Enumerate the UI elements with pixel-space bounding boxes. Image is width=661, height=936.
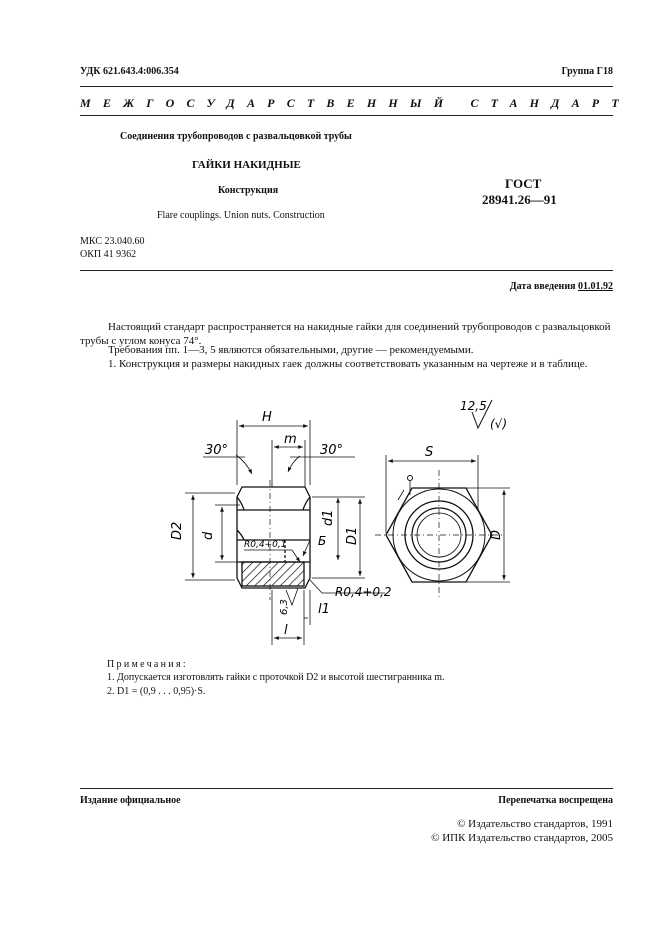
doc-subtitle: Конструкция: [218, 185, 279, 196]
label-m: m: [284, 432, 297, 447]
nut-drawing: [0, 380, 661, 660]
group-code: Группа Г18: [561, 66, 613, 77]
intro-date-value: 01.01.92: [578, 281, 613, 292]
label-D: D: [489, 529, 504, 540]
label-l1: l1: [318, 602, 330, 617]
paragraph-3: 1. Конструкция и размеры накидных гаек должны соответствовать указанным на чертеже и в таблице.: [108, 358, 588, 370]
label-roughness-paren: (√): [490, 417, 508, 431]
english-title: Flare couplings. Union nuts. Construction: [157, 210, 325, 221]
mks-code: МКС 23.040.60: [80, 236, 145, 247]
official-edition: Издание официальное: [80, 795, 181, 806]
front-view: [375, 470, 505, 600]
label-H: H: [262, 410, 272, 425]
label-d1: d1: [321, 509, 336, 526]
label-S: S: [425, 445, 434, 460]
marking-dot: [408, 476, 413, 481]
label-r-inner: R0,4+0,1: [244, 540, 287, 550]
label-D1: D1: [345, 526, 360, 545]
title-rule: [80, 270, 613, 271]
doc-title: ГАЙКИ НАКИДНЫЕ: [192, 159, 301, 171]
note-1: 1. Допускается изготовлять гайки с проточкой D2 и высотой шестигранника m.: [107, 672, 445, 683]
gost-label: ГОСТ: [505, 176, 542, 191]
gost-number: 28941.26—91: [482, 192, 557, 207]
label-roughness-12-5: 12,5: [460, 399, 487, 413]
udk-code: УДК 621.643.4:006.354: [80, 66, 179, 77]
dim-bottom: [272, 588, 310, 645]
copyright-2005: © ИПК Издательство стандартов, 2005: [431, 832, 613, 844]
label-r-outer: R0,4+0,2: [335, 585, 392, 599]
label-roughness-6-3: 6,3: [279, 599, 290, 615]
intro-date: [510, 281, 613, 292]
label-angle-left: 30°: [205, 443, 229, 458]
label-angle-right: 30°: [320, 443, 344, 458]
header-rule-bottom: [80, 115, 613, 116]
paragraph-1: Настоящий стандарт распространяется на накидные гайки для соединений трубопроводов с развальцовкой трубы с углом конуса 74°.: [80, 321, 611, 347]
label-d: d: [201, 531, 216, 540]
dim-H: [237, 420, 310, 485]
subject-line: Соединения трубопроводов с развальцовкой трубы: [120, 131, 352, 142]
footer-rule: [80, 788, 613, 789]
intro-date-label: Дата введения: [509, 281, 576, 292]
okp-code: ОКП 41 9362: [80, 249, 137, 260]
copyright-1991: © Издательство стандартов, 1991: [457, 818, 613, 830]
dim-m: [272, 440, 305, 487]
label-B: Б: [318, 534, 327, 548]
note-2: 2. D1 = (0,9 . . . 0,95)·S.: [107, 686, 206, 697]
notes-title: Примечания:: [107, 659, 188, 670]
header-rule-top: [80, 86, 613, 87]
standard-type: МЕЖГОСУДАРСТВЕННЫЙ СТАНДАРТ: [80, 96, 631, 110]
paragraph-2: Требования пп. 1—3, 5 являются обязательными, другие — рекомендуемыми.: [108, 344, 474, 356]
label-l: l: [284, 623, 288, 638]
label-D2: D2: [170, 521, 185, 540]
reprint-notice: Перепечатка воспрещена: [498, 795, 613, 806]
